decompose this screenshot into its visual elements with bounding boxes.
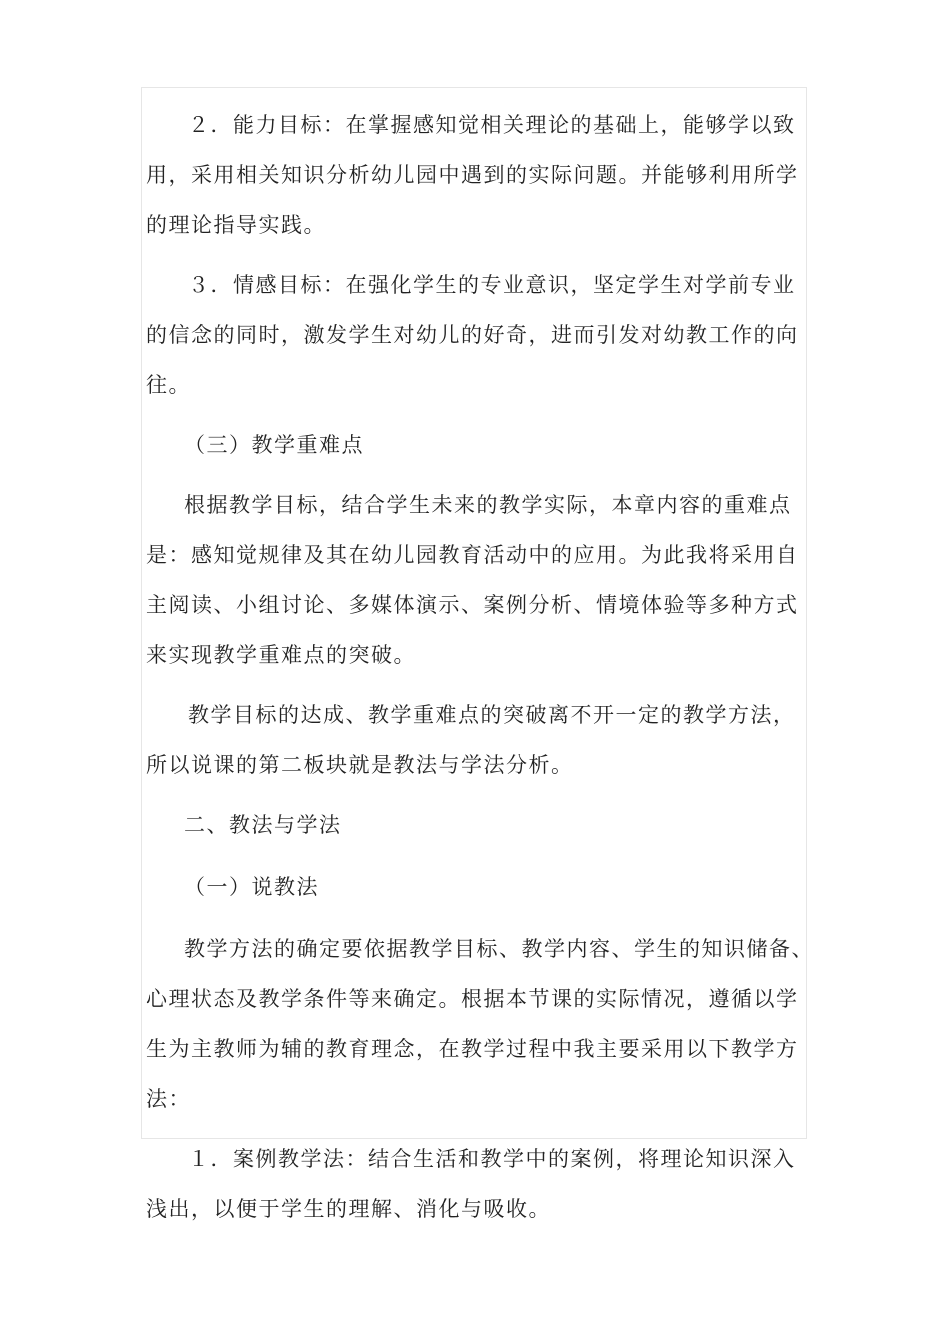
paragraph-ability-goal: ２．能力目标：在掌握感知觉相关理论的基础上，能够学以致用，采用相关知识分析幼儿园中遇到的实际问题。并能够利用所学的理论指导实践。 bbox=[146, 113, 799, 237]
paragraph-case-method: １．案例教学法：结合生活和教学中的案例，将理论知识深入浅出，以便于学生的理解、消化与吸收。 bbox=[146, 1147, 796, 1221]
paragraph-transition: 教学目标的达成、教学重难点的突破离不开一定的教学方法，所以说课的第二板块就是教法与学法分析。 bbox=[146, 703, 796, 777]
paragraph-emotion-goal: ３．情感目标：在强化学生的专业意识，坚定学生对学前专业的信念的同时，激发学生对幼儿的好奇，进而引发对幼教工作的向往。 bbox=[146, 273, 799, 397]
paragraph-key-points: 根据教学目标，结合学生未来的教学实际，本章内容的重难点是：感知觉规律及其在幼儿园教育活动中的应用。为此我将采用自主阅读、小组讨论、多媒体演示、案例分析、情境体验等多种方式来实现教学重难点的突破。 bbox=[146, 493, 799, 667]
heading-methods: 二、教法与学法 bbox=[184, 813, 342, 837]
heading-key-points: （三）教学重难点 bbox=[184, 433, 364, 457]
heading-teaching-method: （一）说教法 bbox=[184, 875, 319, 899]
document-body bbox=[146, 100, 814, 1234]
paragraph-teaching-method: 教学方法的确定要依据教学目标、教学内容、学生的知识储备、心理状态及教学条件等来确定。根据本节课的实际情况，遵循以学生为主教师为辅的教育理念，在教学过程中我主要采用以下教学方法： bbox=[146, 937, 814, 1111]
